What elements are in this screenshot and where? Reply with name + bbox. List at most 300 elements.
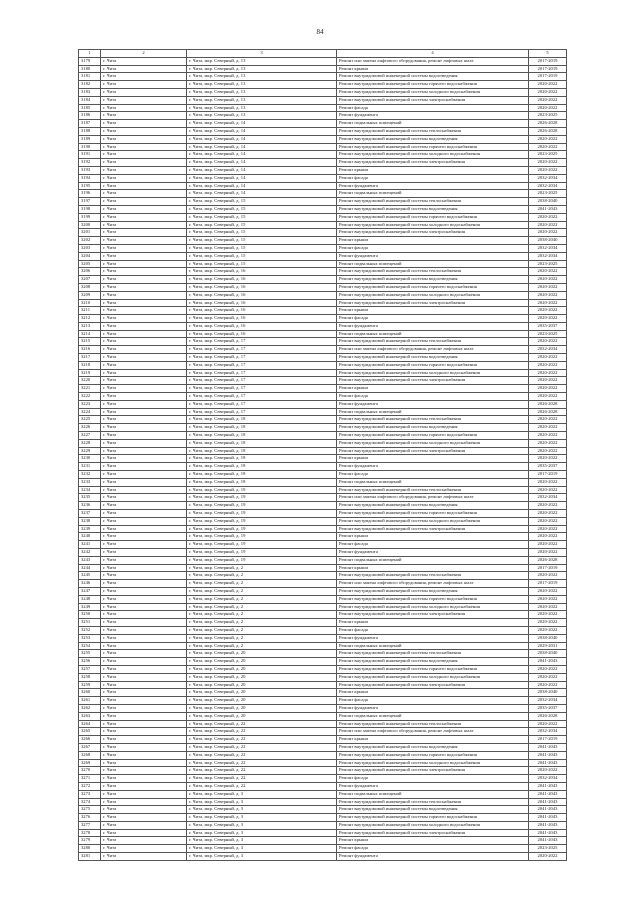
table-row [79, 182, 567, 190]
address-cell: г. Чита, мкр. Северный, д. 15 [187, 244, 337, 252]
period-cell: 2020-2022 [529, 159, 567, 167]
row-number-cell: 3216 [79, 346, 101, 354]
period-cell: 2020-2022 [529, 283, 567, 291]
work-type-cell: Ремонт или замена лифтового оборудования, ремонт лифтовых шахт [337, 728, 529, 736]
municipality-cell: г. Чита [101, 73, 187, 81]
row-number-cell: 3205 [79, 260, 101, 268]
row-number-cell: 3250 [79, 611, 101, 619]
work-type-cell: Ремонт или замена лифтового оборудования, ремонт лифтовых шахт [337, 57, 529, 65]
table-row [79, 252, 567, 260]
row-number-cell: 3211 [79, 307, 101, 315]
row-number-cell: 3181 [79, 73, 101, 81]
municipality-cell: г. Чита [101, 650, 187, 658]
municipality-cell: г. Чита [101, 166, 187, 174]
row-number-cell: 3187 [79, 120, 101, 128]
period-cell: 2020-2022 [529, 619, 567, 627]
municipality-cell: г. Чита [101, 720, 187, 728]
table-row [79, 642, 567, 650]
column-header: 2 [101, 50, 187, 58]
municipality-cell: г. Чита [101, 775, 187, 783]
work-type-cell: Ремонт внутридомовой инженерной системы электроснабжения [337, 229, 529, 237]
row-number-cell: 3272 [79, 782, 101, 790]
period-cell: 2020-2022 [529, 385, 567, 393]
work-type-cell: Ремонт внутридомовой инженерной системы горячего водоснабжения [337, 81, 529, 89]
work-type-cell: Ремонт крыши [337, 619, 529, 627]
row-number-cell: 3189 [79, 135, 101, 143]
period-cell: 2038-2040 [529, 237, 567, 245]
municipality-cell: г. Чита [101, 268, 187, 276]
period-cell: 2020-2022 [529, 533, 567, 541]
municipality-cell: г. Чита [101, 502, 187, 510]
municipality-cell: г. Чита [101, 221, 187, 229]
row-number-cell: 3233 [79, 478, 101, 486]
table-row [79, 120, 567, 128]
table-row [79, 135, 567, 143]
row-number-cell: 3200 [79, 221, 101, 229]
municipality-cell: г. Чита [101, 229, 187, 237]
table-row [79, 439, 567, 447]
municipality-cell: г. Чита [101, 424, 187, 432]
row-number-cell: 3215 [79, 338, 101, 346]
row-number-cell: 3208 [79, 283, 101, 291]
work-type-cell: Ремонт внутридомовой инженерной системы теплоснабжения [337, 798, 529, 806]
period-cell: 2020-2022 [529, 517, 567, 525]
work-type-cell: Ремонт внутридомовой инженерной системы водоотведения [337, 502, 529, 510]
address-cell: г. Чита, мкр. Северный, д. 14 [187, 190, 337, 198]
municipality-cell: г. Чита [101, 595, 187, 603]
work-type-cell: Ремонт фасада [337, 174, 529, 182]
municipality-cell: г. Чита [101, 307, 187, 315]
capital-repair-table [78, 49, 567, 861]
period-cell: 2041-2043 [529, 821, 567, 829]
address-cell: г. Чита, мкр. Северный, д. 3 [187, 790, 337, 798]
address-cell: г. Чита, мкр. Северный, д. 18 [187, 432, 337, 440]
address-cell: г. Чита, мкр. Северный, д. 19 [187, 549, 337, 557]
municipality-cell: г. Чита [101, 510, 187, 518]
row-number-cell: 3278 [79, 829, 101, 837]
row-number-cell: 3232 [79, 471, 101, 479]
row-number-cell: 3261 [79, 697, 101, 705]
table-row [79, 665, 567, 673]
address-cell: г. Чита, мкр. Северный, д. 17 [187, 369, 337, 377]
municipality-cell: г. Чита [101, 673, 187, 681]
work-type-cell: Ремонт внутридомовой инженерной системы электроснабжения [337, 767, 529, 775]
row-number-cell: 3237 [79, 510, 101, 518]
address-cell: г. Чита, мкр. Северный, д. 17 [187, 377, 337, 385]
address-cell: г. Чита, мкр. Северный, д. 20 [187, 673, 337, 681]
table-row [79, 276, 567, 284]
address-cell: г. Чита, мкр. Северный, д. 13 [187, 88, 337, 96]
municipality-cell: г. Чита [101, 57, 187, 65]
address-cell: г. Чита, мкр. Северный, д. 18 [187, 447, 337, 455]
address-cell: г. Чита, мкр. Северный, д. 22 [187, 775, 337, 783]
period-cell: 2032-2034 [529, 697, 567, 705]
municipality-cell: г. Чита [101, 541, 187, 549]
municipality-cell: г. Чита [101, 736, 187, 744]
row-number-cell: 3267 [79, 743, 101, 751]
period-cell: 2020-2022 [529, 393, 567, 401]
address-cell: г. Чита, мкр. Северный, д. 20 [187, 712, 337, 720]
table-row [79, 237, 567, 245]
work-type-cell: Ремонт подвальных помещений [337, 556, 529, 564]
address-cell: г. Чита, мкр. Северный, д. 16 [187, 276, 337, 284]
municipality-cell: г. Чита [101, 837, 187, 845]
period-cell: 2017-2019 [529, 564, 567, 572]
municipality-cell: г. Чита [101, 159, 187, 167]
address-cell: г. Чита, мкр. Северный, д. 14 [187, 120, 337, 128]
address-cell: г. Чита, мкр. Северный, д. 14 [187, 174, 337, 182]
table-row [79, 587, 567, 595]
municipality-cell: г. Чита [101, 447, 187, 455]
period-cell: 2020-2022 [529, 681, 567, 689]
table-row [79, 775, 567, 783]
work-type-cell: Ремонт внутридомовой инженерной системы электроснабжения [337, 611, 529, 619]
municipality-cell: г. Чита [101, 556, 187, 564]
row-number-cell: 3270 [79, 767, 101, 775]
municipality-cell: г. Чита [101, 697, 187, 705]
table-row [79, 814, 567, 822]
municipality-cell: г. Чита [101, 611, 187, 619]
work-type-cell: Ремонт внутридомовой инженерной системы холодного водоснабжения [337, 151, 529, 159]
address-cell: г. Чита, мкр. Северный, д. 18 [187, 463, 337, 471]
period-cell: 2020-2022 [529, 603, 567, 611]
row-number-cell: 3199 [79, 213, 101, 221]
table-row [79, 299, 567, 307]
row-number-cell: 3259 [79, 681, 101, 689]
table-row [79, 736, 567, 744]
address-cell: г. Чита, мкр. Северный, д. 16 [187, 283, 337, 291]
municipality-cell: г. Чита [101, 96, 187, 104]
period-cell: 2041-2043 [529, 806, 567, 814]
period-cell: 2029-2031 [529, 642, 567, 650]
period-cell: 2023-2025 [529, 151, 567, 159]
table-row [79, 159, 567, 167]
work-type-cell: Ремонт или замена лифтового оборудования, ремонт лифтовых шахт [337, 494, 529, 502]
municipality-cell: г. Чита [101, 853, 187, 861]
row-number-cell: 3255 [79, 650, 101, 658]
row-number-cell: 3183 [79, 88, 101, 96]
municipality-cell: г. Чита [101, 759, 187, 767]
work-type-cell: Ремонт внутридомовой инженерной системы холодного водоснабжения [337, 88, 529, 96]
work-type-cell: Ремонт крыши [337, 837, 529, 845]
municipality-cell: г. Чита [101, 299, 187, 307]
period-cell: 2020-2022 [529, 626, 567, 634]
row-number-cell: 3221 [79, 385, 101, 393]
address-cell: г. Чита, мкр. Северный, д. 2 [187, 611, 337, 619]
table-row [79, 81, 567, 89]
address-cell: г. Чита, мкр. Северный, д. 15 [187, 252, 337, 260]
period-cell: 2020-2022 [529, 81, 567, 89]
period-cell: 2017-2019 [529, 73, 567, 81]
municipality-cell: г. Чита [101, 728, 187, 736]
work-type-cell: Ремонт внутридомовой инженерной системы электроснабжения [337, 447, 529, 455]
address-cell: г. Чита, мкр. Северный, д. 17 [187, 346, 337, 354]
period-cell: 2035-2037 [529, 463, 567, 471]
address-cell: г. Чита, мкр. Северный, д. 19 [187, 541, 337, 549]
work-type-cell: Ремонт внутридомовой инженерной системы горячего водоснабжения [337, 432, 529, 440]
address-cell: г. Чита, мкр. Северный, д. 20 [187, 689, 337, 697]
period-cell: 2020-2022 [529, 587, 567, 595]
period-cell: 2020-2022 [529, 361, 567, 369]
municipality-cell: г. Чита [101, 634, 187, 642]
period-cell: 2032-2034 [529, 728, 567, 736]
municipality-cell: г. Чита [101, 455, 187, 463]
table-row [79, 424, 567, 432]
address-cell: г. Чита, мкр. Северный, д. 19 [187, 525, 337, 533]
municipality-cell: г. Чита [101, 190, 187, 198]
table-row [79, 96, 567, 104]
period-cell: 2020-2022 [529, 611, 567, 619]
work-type-cell: Ремонт внутридомовой инженерной системы холодного водоснабжения [337, 221, 529, 229]
period-cell: 2032-2034 [529, 346, 567, 354]
table-row [79, 821, 567, 829]
municipality-cell: г. Чита [101, 252, 187, 260]
period-cell: 2041-2043 [529, 837, 567, 845]
row-number-cell: 3180 [79, 65, 101, 73]
row-number-cell: 3269 [79, 759, 101, 767]
period-cell: 2020-2022 [529, 166, 567, 174]
period-cell: 2020-2022 [529, 549, 567, 557]
address-cell: г. Чита, мкр. Северный, д. 3 [187, 798, 337, 806]
work-type-cell: Ремонт внутридомовой инженерной системы водоотведения [337, 73, 529, 81]
column-header: 4 [337, 50, 529, 58]
row-number-cell: 3194 [79, 174, 101, 182]
municipality-cell: г. Чита [101, 564, 187, 572]
address-cell: г. Чита, мкр. Северный, д. 19 [187, 510, 337, 518]
work-type-cell: Ремонт внутридомовой инженерной системы водоотведения [337, 276, 529, 284]
row-number-cell: 3210 [79, 299, 101, 307]
table-row [79, 283, 567, 291]
address-cell: г. Чита, мкр. Северный, д. 18 [187, 471, 337, 479]
municipality-cell: г. Чита [101, 393, 187, 401]
period-cell: 2020-2022 [529, 478, 567, 486]
municipality-cell: г. Чита [101, 346, 187, 354]
row-number-cell: 3190 [79, 143, 101, 151]
work-type-cell: Ремонт крыши [337, 564, 529, 572]
address-cell: г. Чита, мкр. Северный, д. 14 [187, 151, 337, 159]
work-type-cell: Ремонт фундамента [337, 463, 529, 471]
period-cell: 2020-2022 [529, 665, 567, 673]
work-type-cell: Ремонт внутридомовой инженерной системы горячего водоснабжения [337, 510, 529, 518]
municipality-cell: г. Чита [101, 798, 187, 806]
table-row [79, 393, 567, 401]
address-cell: г. Чита, мкр. Северный, д. 22 [187, 782, 337, 790]
work-type-cell: Ремонт фасада [337, 775, 529, 783]
table-body [79, 57, 567, 860]
address-cell: г. Чита, мкр. Северный, д. 15 [187, 205, 337, 213]
municipality-cell: г. Чита [101, 112, 187, 120]
table-row [79, 626, 567, 634]
row-number-cell: 3279 [79, 837, 101, 845]
period-cell: 2038-2040 [529, 634, 567, 642]
work-type-cell: Ремонт внутридомовой инженерной системы холодного водоснабжения [337, 673, 529, 681]
period-cell: 2038-2040 [529, 198, 567, 206]
table-row [79, 806, 567, 814]
municipality-cell: г. Чита [101, 400, 187, 408]
period-cell: 2041-2043 [529, 782, 567, 790]
row-number-cell: 3222 [79, 393, 101, 401]
period-cell: 2020-2022 [529, 439, 567, 447]
municipality-cell: г. Чита [101, 665, 187, 673]
address-cell: г. Чита, мкр. Северный, д. 2 [187, 587, 337, 595]
period-cell: 2020-2022 [529, 315, 567, 323]
address-cell: г. Чита, мкр. Северный, д. 22 [187, 728, 337, 736]
row-number-cell: 3275 [79, 806, 101, 814]
municipality-cell: г. Чита [101, 525, 187, 533]
period-cell: 2020-2022 [529, 455, 567, 463]
work-type-cell: Ремонт подвальных помещений [337, 190, 529, 198]
table-row [79, 549, 567, 557]
table-row [79, 517, 567, 525]
period-cell: 2023-2025 [529, 845, 567, 853]
row-number-cell: 3184 [79, 96, 101, 104]
municipality-cell: г. Чита [101, 182, 187, 190]
work-type-cell: Ремонт крыши [337, 736, 529, 744]
row-number-cell: 3257 [79, 665, 101, 673]
period-cell: 2020-2022 [529, 143, 567, 151]
table-row [79, 502, 567, 510]
row-number-cell: 3228 [79, 439, 101, 447]
municipality-cell: г. Чита [101, 213, 187, 221]
municipality-cell: г. Чита [101, 478, 187, 486]
table-row [79, 385, 567, 393]
address-cell: г. Чита, мкр. Северный, д. 14 [187, 166, 337, 174]
row-number-cell: 3236 [79, 502, 101, 510]
municipality-cell: г. Чита [101, 354, 187, 362]
row-number-cell: 3240 [79, 533, 101, 541]
municipality-cell: г. Чита [101, 244, 187, 252]
table-row [79, 322, 567, 330]
table-row [79, 533, 567, 541]
address-cell: г. Чита, мкр. Северный, д. 14 [187, 159, 337, 167]
table-row [79, 650, 567, 658]
period-cell: 2020-2022 [529, 369, 567, 377]
row-number-cell: 3182 [79, 81, 101, 89]
period-cell: 2032-2034 [529, 252, 567, 260]
table-row [79, 354, 567, 362]
work-type-cell: Ремонт внутридомовой инженерной системы водоотведения [337, 424, 529, 432]
address-cell: г. Чита, мкр. Северный, д. 20 [187, 658, 337, 666]
municipality-cell: г. Чита [101, 704, 187, 712]
address-cell: г. Чита, мкр. Северный, д. 14 [187, 182, 337, 190]
period-cell: 2017-2019 [529, 471, 567, 479]
table-row [79, 151, 567, 159]
table-row [79, 338, 567, 346]
period-cell: 2017-2019 [529, 580, 567, 588]
address-cell: г. Чита, мкр. Северный, д. 19 [187, 533, 337, 541]
municipality-cell: г. Чита [101, 276, 187, 284]
address-cell: г. Чита, мкр. Северный, д. 20 [187, 650, 337, 658]
period-cell: 2032-2034 [529, 494, 567, 502]
work-type-cell: Ремонт фасада [337, 845, 529, 853]
table-row [79, 408, 567, 416]
table-row [79, 510, 567, 518]
work-type-cell: Ремонт фундамента [337, 112, 529, 120]
row-number-cell: 3227 [79, 432, 101, 440]
address-cell: г. Чита, мкр. Северный, д. 19 [187, 556, 337, 564]
table-row [79, 432, 567, 440]
period-cell: 2041-2043 [529, 829, 567, 837]
work-type-cell: Ремонт фундамента [337, 252, 529, 260]
work-type-cell: Ремонт внутридомовой инженерной системы водоотведения [337, 205, 529, 213]
period-cell: 2020-2022 [529, 229, 567, 237]
table-row [79, 759, 567, 767]
municipality-cell: г. Чита [101, 494, 187, 502]
address-cell: г. Чита, мкр. Северный, д. 14 [187, 143, 337, 151]
address-cell: г. Чита, мкр. Северный, д. 16 [187, 299, 337, 307]
municipality-cell: г. Чита [101, 549, 187, 557]
row-number-cell: 3277 [79, 821, 101, 829]
work-type-cell: Ремонт подвальных помещений [337, 408, 529, 416]
table-row [79, 541, 567, 549]
table-row [79, 112, 567, 120]
municipality-cell: г. Чита [101, 338, 187, 346]
table-row [79, 689, 567, 697]
municipality-cell: г. Чита [101, 416, 187, 424]
address-cell: г. Чита, мкр. Северный, д. 22 [187, 736, 337, 744]
work-type-cell: Ремонт внутридомовой инженерной системы электроснабжения [337, 525, 529, 533]
table-row [79, 564, 567, 572]
table-row [79, 377, 567, 385]
period-cell: 2026-2028 [529, 712, 567, 720]
address-cell: г. Чита, мкр. Северный, д. 22 [187, 720, 337, 728]
table-row [79, 221, 567, 229]
table-row [79, 743, 567, 751]
row-number-cell: 3225 [79, 416, 101, 424]
period-cell: 2041-2043 [529, 743, 567, 751]
municipality-cell: г. Чита [101, 626, 187, 634]
period-cell: 2038-2040 [529, 689, 567, 697]
row-number-cell: 3265 [79, 728, 101, 736]
address-cell: г. Чита, мкр. Северный, д. 17 [187, 361, 337, 369]
period-cell: 2020-2022 [529, 135, 567, 143]
table-row [79, 166, 567, 174]
row-number-cell: 3235 [79, 494, 101, 502]
row-number-cell: 3249 [79, 603, 101, 611]
row-number-cell: 3276 [79, 814, 101, 822]
work-type-cell: Ремонт фасада [337, 471, 529, 479]
address-cell: г. Чита, мкр. Северный, д. 2 [187, 634, 337, 642]
municipality-cell: г. Чита [101, 260, 187, 268]
period-cell: 2041-2043 [529, 759, 567, 767]
row-number-cell: 3201 [79, 229, 101, 237]
address-cell: г. Чита, мкр. Северный, д. 18 [187, 455, 337, 463]
period-cell: 2023-2025 [529, 112, 567, 120]
row-number-cell: 3256 [79, 658, 101, 666]
address-cell: г. Чита, мкр. Северный, д. 3 [187, 806, 337, 814]
municipality-cell: г. Чита [101, 385, 187, 393]
period-cell: 2032-2034 [529, 244, 567, 252]
municipality-cell: г. Чита [101, 782, 187, 790]
table-row [79, 720, 567, 728]
table-row [79, 712, 567, 720]
row-number-cell: 3239 [79, 525, 101, 533]
period-cell: 2020-2022 [529, 673, 567, 681]
address-cell: г. Чита, мкр. Северный, д. 17 [187, 354, 337, 362]
table-row [79, 580, 567, 588]
period-cell: 2020-2022 [529, 88, 567, 96]
row-number-cell: 3274 [79, 798, 101, 806]
work-type-cell: Ремонт внутридомовой инженерной системы холодного водоснабжения [337, 603, 529, 611]
municipality-cell: г. Чита [101, 814, 187, 822]
table-row [79, 798, 567, 806]
work-type-cell: Ремонт крыши [337, 237, 529, 245]
municipality-cell: г. Чита [101, 806, 187, 814]
work-type-cell: Ремонт внутридомовой инженерной системы водоотведения [337, 587, 529, 595]
row-number-cell: 3273 [79, 790, 101, 798]
address-cell: г. Чита, мкр. Северный, д. 13 [187, 73, 337, 81]
address-cell: г. Чита, мкр. Северный, д. 22 [187, 743, 337, 751]
